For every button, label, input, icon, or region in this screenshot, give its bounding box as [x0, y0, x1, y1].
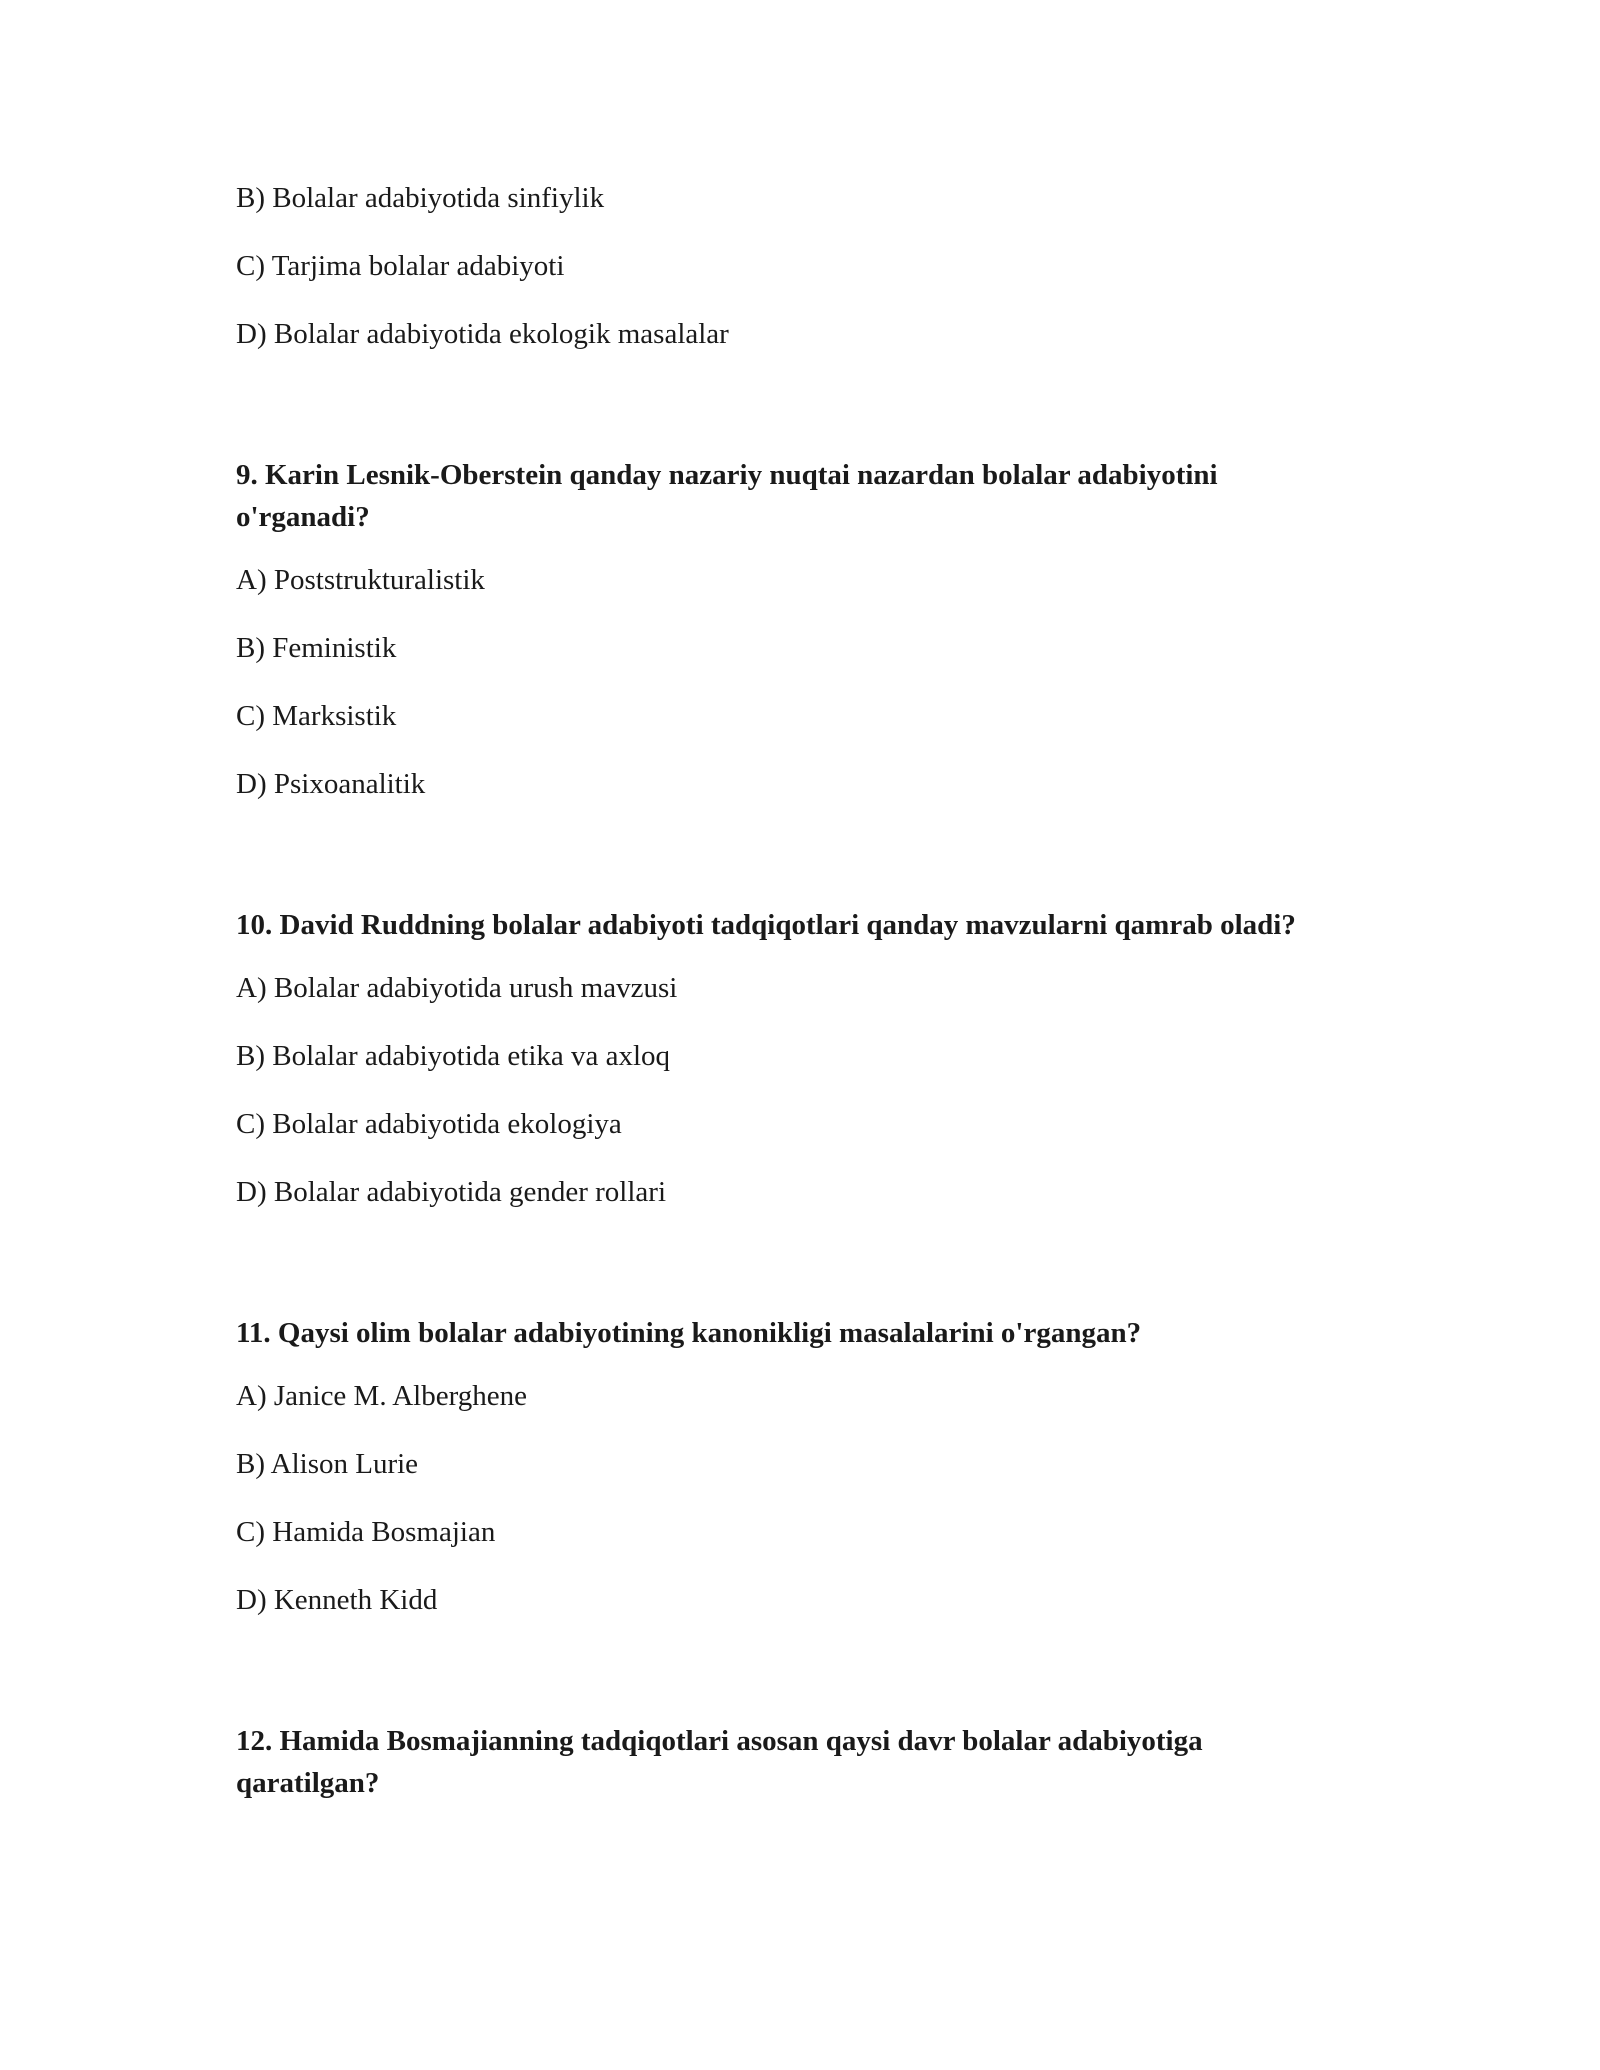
question-9-text: 9. Karin Lesnik-Oberstein qanday nazariy nuqtai nazardan bolalar adabiyotini o'rganadi?	[236, 459, 1218, 533]
option-10-b: B) Bolalar adabiyotida etika va axloq	[236, 1040, 671, 1072]
document-page	[236, 180, 1346, 1828]
question-11	[236, 1312, 1346, 1618]
option-11-c: C) Hamida Bosmajian	[236, 1516, 496, 1548]
option-11-b: B) Alison Lurie	[236, 1448, 419, 1480]
option-8-c: C) Tarjima bolalar adabiyoti	[236, 250, 565, 282]
question-12	[236, 1720, 1346, 1804]
option-9-d: D) Psixoanalitik	[236, 768, 426, 800]
carryover-options	[236, 180, 1346, 352]
question-10-text: 10. David Ruddning bolalar adabiyoti tadqiqotlari qanday mavzularni qamrab oladi?	[236, 909, 1296, 941]
question-11-text: 11. Qaysi olim bolalar adabiyotining kanonikligi masalalarini o'rgangan?	[236, 1317, 1142, 1349]
option-8-d: D) Bolalar adabiyotida ekologik masalalar	[236, 318, 729, 350]
option-9-c: C) Marksistik	[236, 700, 397, 732]
option-8-b: B) Bolalar adabiyotida sinfiylik	[236, 182, 605, 214]
question-10	[236, 904, 1346, 1210]
option-11-d: D) Kenneth Kidd	[236, 1584, 438, 1616]
question-12-text: 12. Hamida Bosmajianning tadqiqotlari asosan qaysi davr bolalar adabiyotiga qaratilgan?	[236, 1725, 1203, 1799]
option-10-a: A) Bolalar adabiyotida urush mavzusi	[236, 972, 678, 1004]
option-10-d: D) Bolalar adabiyotida gender rollari	[236, 1176, 667, 1208]
option-11-a: A) Janice M. Alberghene	[236, 1380, 527, 1412]
option-10-c: C) Bolalar adabiyotida ekologiya	[236, 1108, 622, 1140]
option-9-a: A) Poststrukturalistik	[236, 564, 485, 596]
option-9-b: B) Feministik	[236, 632, 397, 664]
question-9	[236, 454, 1346, 802]
